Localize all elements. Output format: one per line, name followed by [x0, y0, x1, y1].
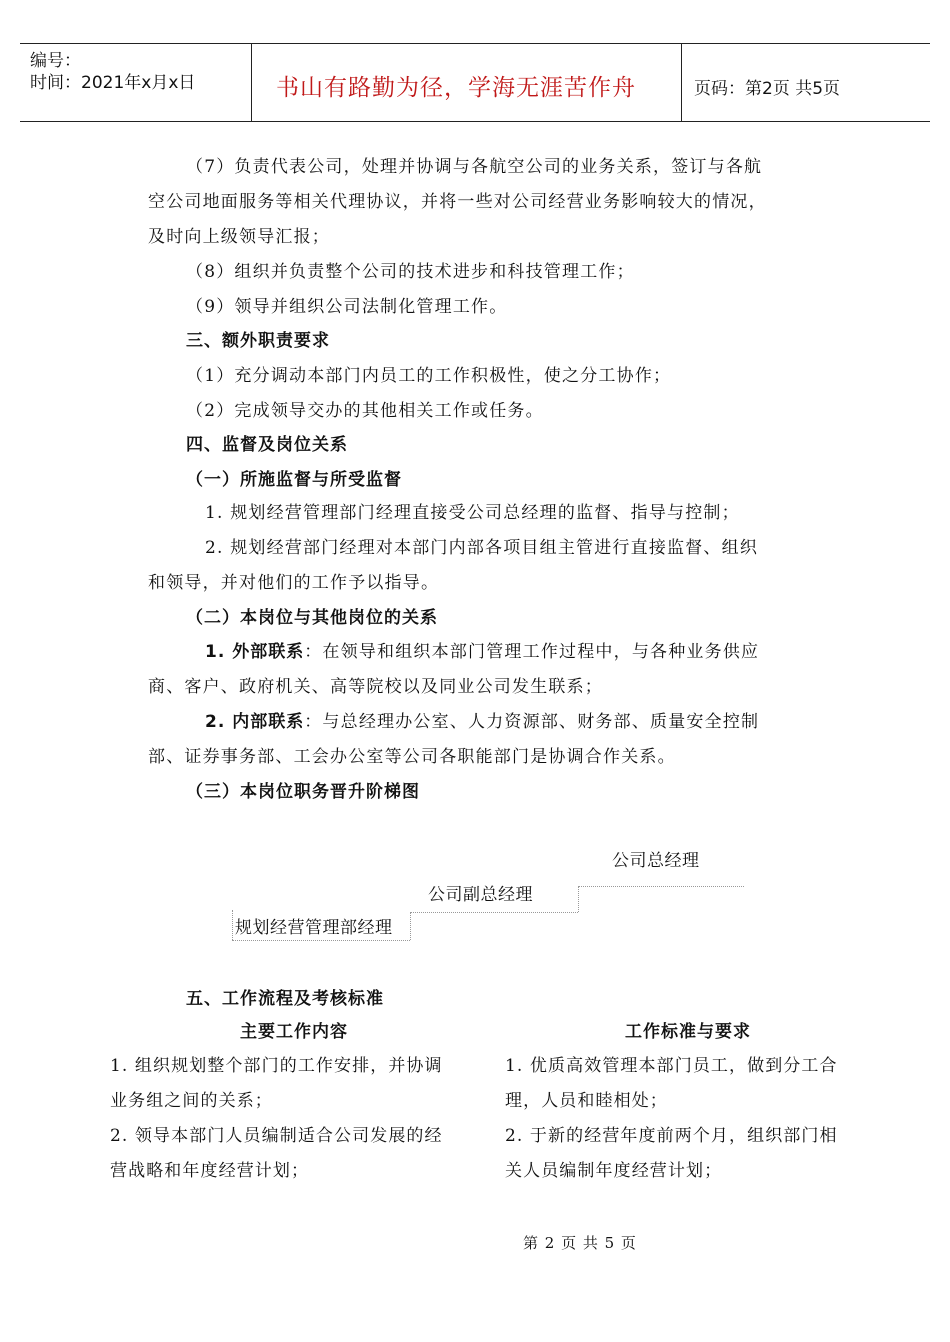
ladder-step-3-tread [578, 886, 744, 887]
extra-duty-item-2: （2）完成领导交办的其他相关工作或任务。 [186, 401, 544, 421]
duty-item-7-line-1: （7）负责代表公司，处理并协调与各航空公司的业务关系，签订与各航 [186, 157, 763, 177]
ladder-step-1-base [232, 940, 410, 941]
supervision-item-2-line-2: 和领导，并对他们的工作予以指导。 [148, 573, 440, 593]
ladder-step-3-riser [578, 886, 579, 912]
ladder-step-2-riser [410, 912, 411, 940]
subsection-4-3-title: （三）本岗位职务晋升阶梯图 [186, 782, 420, 802]
internal-contact-line-1 [205, 707, 759, 732]
internal-contact-label: 2. 内部联系 [205, 712, 305, 732]
work-item-2-line-1: 2. 领导本部门人员编制适合公司发展的经 [110, 1126, 443, 1146]
external-contact-label: 1. 外部联系 [205, 642, 305, 662]
internal-contact-text: ：与总经理办公室、人力资源部、财务部、质量安全控制 [304, 712, 760, 732]
document-number-label: 编号： [30, 51, 81, 71]
external-contact-text: ：在领导和组织本部门管理工作过程中，与各种业务供应 [304, 642, 760, 662]
page-footer: 第 2 页 共 5 页 [523, 1234, 637, 1252]
duty-item-7-line-3: 及时向上级领导汇报； [148, 227, 330, 247]
standard-item-1-line-2: 理，人员和睦相处； [505, 1091, 668, 1111]
internal-contact-line-2: 部、证券事务部、工会办公室等公司各职能部门是协调合作关系。 [148, 747, 676, 767]
subsection-4-2-title: （二）本岗位与其他岗位的关系 [186, 608, 438, 628]
section-5-title: 五、工作流程及考核标准 [186, 989, 384, 1009]
header-divider-left [251, 44, 252, 121]
table-header-main-work: 主要工作内容 [240, 1022, 348, 1042]
header-top-rule [20, 43, 930, 44]
header-divider-right [681, 44, 682, 121]
external-contact-line-2: 商、客户、政府机关、高等院校以及同业公司发生联系； [148, 677, 603, 697]
work-item-1-line-1: 1. 组织规划整个部门的工作安排，并协调 [110, 1056, 443, 1076]
ladder-level-3: 公司总经理 [612, 851, 700, 871]
supervision-item-1: 1. 规划经营管理部门经理直接受公司总经理的监督、指导与控制； [205, 503, 740, 523]
work-item-1-line-2: 业务组之间的关系； [110, 1091, 273, 1111]
section-4-title: 四、监督及岗位关系 [186, 435, 348, 455]
header-motto: 书山有路勤为径，学海无涯苦作舟 [276, 75, 636, 101]
table-header-standards: 工作标准与要求 [625, 1022, 751, 1042]
header-bottom-rule [20, 121, 930, 122]
document-time-label: 时间：2021年x月x日 [30, 73, 196, 93]
duty-item-7-line-2: 空公司地面服务等相关代理协议，并将一些对公司经营业务影响较大的情况， [148, 192, 767, 212]
standard-item-1-line-1: 1. 优质高效管理本部门员工，做到分工合 [505, 1056, 838, 1076]
work-item-2-line-2: 营战略和年度经营计划； [110, 1161, 310, 1181]
subsection-4-1-title: （一）所施监督与所受监督 [186, 470, 402, 490]
section-3-title: 三、额外职责要求 [186, 331, 330, 351]
extra-duty-item-1: （1）充分调动本部门内员工的工作积极性，使之分工协作； [186, 366, 672, 386]
ladder-level-2: 公司副总经理 [428, 885, 533, 905]
ladder-level-1: 规划经营管理部经理 [235, 918, 393, 938]
ladder-step-2-tread [410, 912, 578, 913]
standard-item-2-line-1: 2. 于新的经营年度前两个月，组织部门相 [505, 1126, 838, 1146]
duty-item-8: （8）组织并负责整个公司的技术进步和科技管理工作； [186, 262, 635, 282]
external-contact-line-1 [205, 637, 759, 662]
standard-item-2-line-2: 关人员编制年度经营计划； [505, 1161, 723, 1181]
duty-item-9: （9）领导并组织公司法制化管理工作。 [186, 297, 508, 317]
ladder-step-1-riser [232, 910, 233, 940]
supervision-item-2-line-1: 2. 规划经营部门经理对本部门内部各项目组主管进行直接监督、组织 [205, 538, 759, 558]
header-page-label: 页码：第2页 共5页 [694, 79, 841, 99]
